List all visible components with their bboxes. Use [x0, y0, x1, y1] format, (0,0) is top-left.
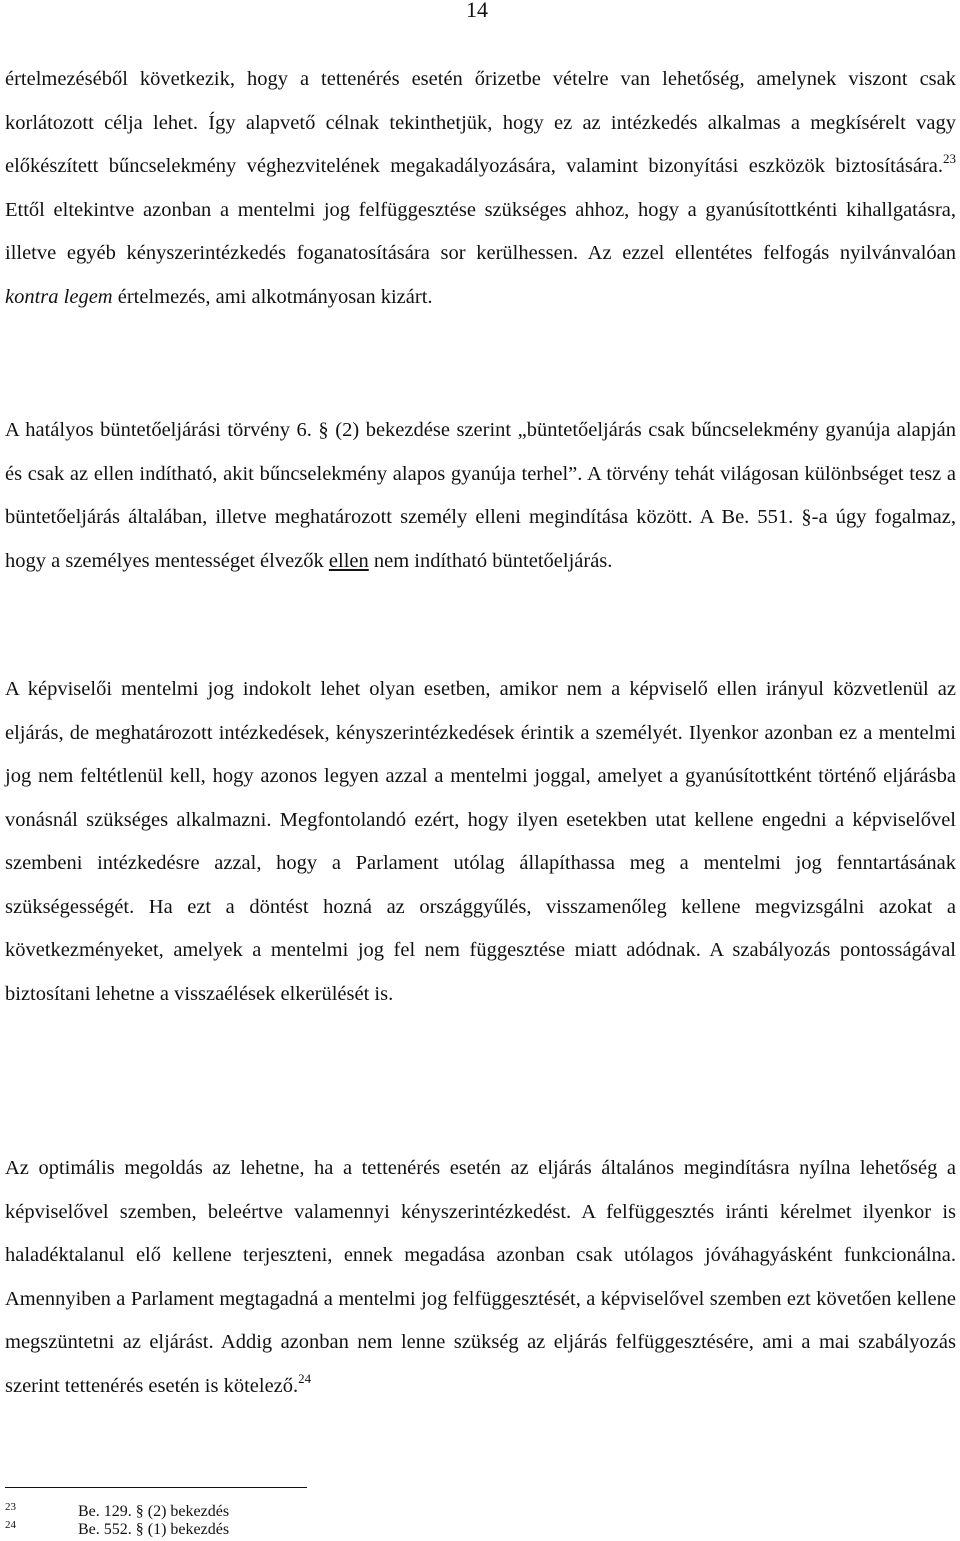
footnote-number: 24	[5, 1519, 16, 1531]
paragraph-text: Az optimális megoldás az lehetne, ha a tettenérés esetén az eljárás általános megindításra nyílna lehetőség a képviselővel szemben, beleértve valamennyi kényszerintézkedést. A felfüggesztés iránti kérelmet ilyenkor is haladéktalanul elő kellene terjeszteni, ennek megadása azonban csak utólagos jóváhagyásként funkcionálna. Amennyiben a Parlament megtagadná a mentelmi jog felfüggesztését, a képviselővel szemben ezt követően kellene megszüntetni az eljárást. Addig azonban nem lenne szükség az eljárás felfüggesztésére, ami a mai szabályozás szerint tettenérés esetén is kötelező.	[5, 1157, 956, 1397]
footnote-divider	[5, 1487, 307, 1488]
paragraph-text: értelmezés, ami alkotmányosan kizárt.	[112, 285, 433, 308]
paragraph-2	[5, 409, 956, 583]
paragraph-4	[5, 1147, 956, 1408]
paragraph-text: A képviselői mentelmi jog indokolt lehet olyan esetben, amikor nem a képviselő ellen irányul közvetlenül az eljárás, de meghatározott intézkedések, kényszerintézkedések érintik a személyét. Ilyenkor azonban ez a mentelmi jog nem feltétlenül kell, hogy azonos legyen azzal a mentelmi joggal, amelyet a gyanúsítottként történő eljárásba vonásnál szükséges alkalmazni. Megfontolandó ezért, hogy ilyen esetekben utat kellene engedni a képviselővel szembeni intézkedésre azzal, hogy a Parlament utólag állapíthassa meg a mentelmi jog fenntartásának szükségességét. Ha ezt a döntést hozná az országgyűlés, visszamenőleg kellene megvizsgálni azokat a következményeket, amelyek a mentelmi jog fel nem függesztése miatt adódnak. A szabályozás pontosságával biztosítani lehetne a visszaélések elkerülését is.	[5, 678, 956, 1005]
page-number: 14	[466, 0, 488, 22]
paragraph-text: nem indítható büntetőeljárás.	[368, 549, 613, 572]
footnote-number: 23	[5, 1501, 16, 1513]
paragraph-text: A hatályos büntetőeljárási törvény 6. § (2) bekezdése szerint „büntetőeljárás csak bűncselekmény gyanúja alapján és csak az ellen indítható, akit bűncselekmény alapos gyanúja terhel”. A törvény tehát világosan különbséget tesz a büntetőeljárás általában, illetve meghatározott személy elleni megindítása között. A Be. 551. §-a úgy fogalmaz, hogy a személyes mentességet élvezők	[5, 419, 956, 572]
paragraph-text: Ettől eltekintve azonban a mentelmi jog felfüggesztése szükséges ahhoz, hogy a gyanúsítottkénti kihallgatásra, illetve egyéb kényszerintézkedés foganatosítására sor kerülhessen. Az ezzel ellentétes felfogás nyilvánvalóan	[5, 198, 956, 264]
paragraph-3	[5, 668, 956, 1016]
footnote-text: Be. 552. § (1) bekezdés	[78, 1521, 230, 1538]
footnote-ref-24[interactable]: 24	[298, 1370, 312, 1386]
underlined-word: ellen	[328, 549, 369, 572]
paragraph-text: értelmezéséből következik, hogy a tettenérés esetén őrizetbe vételre van lehetőség, amelynek viszont csak korlátozott célja lehet. Így alapvető célnak tekinthetjük, hogy ez az intézkedés alkalmas a megkísérelt vagy előkészített bűncselekmény véghezvitelének megakadályozására, valamint bizonyítási eszközök biztosítására.	[5, 68, 956, 177]
paragraph-1	[5, 58, 956, 319]
italic-term: kontra legem	[5, 285, 113, 308]
footnote-text: Be. 129. § (2) bekezdés	[78, 1503, 230, 1520]
footnote-ref-23[interactable]: 23	[943, 151, 956, 166]
